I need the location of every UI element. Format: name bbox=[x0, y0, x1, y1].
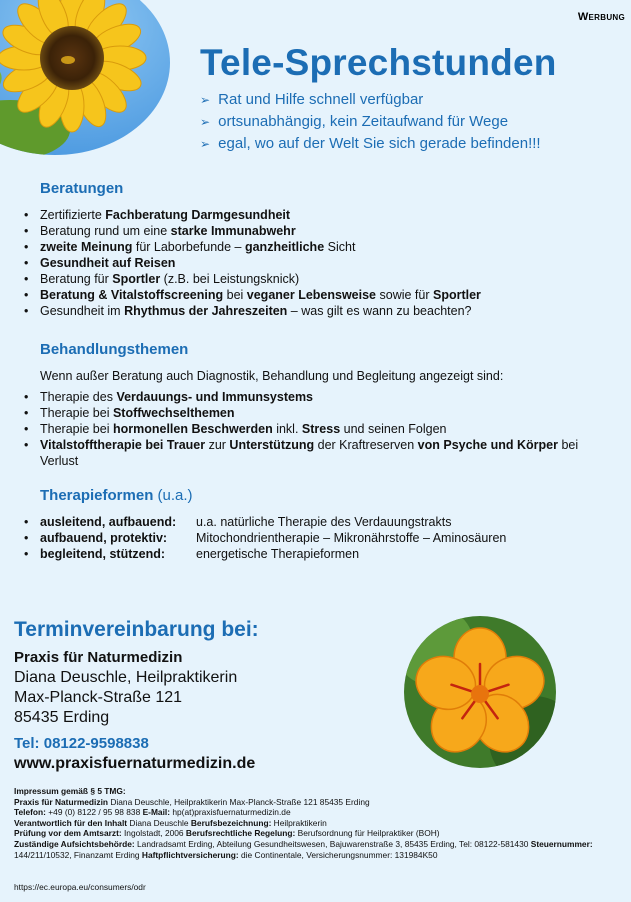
header-bullet: ➢ egal, wo auf der Welt Sie sich gerade befinden!!! bbox=[200, 133, 620, 155]
list-item bbox=[22, 255, 612, 271]
emphasis-text: Praxis für Naturmedizin bbox=[14, 796, 109, 807]
text-run: – was gilt es wann zu beachten? bbox=[287, 304, 472, 318]
list-item bbox=[22, 389, 612, 405]
list-item bbox=[22, 207, 612, 223]
text-run: Berufsordnung für Heilpraktiker (BOH) bbox=[295, 828, 440, 839]
emphasis-text: Gesundheit auf Reisen bbox=[40, 256, 176, 270]
impressum-line bbox=[14, 797, 614, 808]
ad-label: Werbung bbox=[577, 11, 625, 23]
impressum-line bbox=[14, 807, 614, 818]
sunflower-image bbox=[0, 0, 170, 155]
emphasis-text: Beratung & Vitalstoffscreening bbox=[40, 288, 224, 302]
text-run: 144/211/10532, Finanzamt Erding bbox=[14, 849, 142, 860]
practice-address bbox=[14, 647, 237, 728]
impressum-line bbox=[14, 828, 614, 839]
arrow-icon: ➢ bbox=[200, 115, 211, 129]
emphasis-text: Sportler bbox=[432, 288, 481, 302]
text-run: bei bbox=[223, 288, 247, 302]
emphasis-text: Rhythmus der Jahreszeiten bbox=[124, 304, 288, 318]
text-run: Landradsamt Erding, Abteilung Gesundheitswesen, Bajuwarenstraße 3, 85435 Erding, Tel: 08122-581430 bbox=[134, 838, 531, 849]
text-run: Therapie bei bbox=[40, 422, 113, 436]
text-run: Diana Deuschle, Heilpraktikerin Max-Planck-Straße 121 85435 Erding bbox=[108, 796, 370, 807]
odr-link[interactable]: https://ec.europa.eu/consumers/odr bbox=[14, 882, 146, 892]
text-run: bei Verlust bbox=[40, 438, 579, 468]
impressum-line bbox=[14, 839, 614, 860]
text-run: der Kraftreserven bbox=[314, 438, 418, 452]
emphasis-text: Steuernummer: bbox=[530, 838, 593, 849]
practice-name: Praxis für Naturmedizin bbox=[14, 649, 183, 666]
text-run: sowie für bbox=[376, 288, 433, 302]
behandlung-list bbox=[22, 389, 612, 469]
list-item: • begleitend, stützend: energetische Therapieformen bbox=[22, 546, 612, 562]
section-heading-behandlungsthemen: Behandlungsthemen bbox=[40, 341, 189, 358]
phone-number[interactable]: Tel: 08122-9598838 bbox=[14, 735, 149, 752]
emphasis-text: Prüfung vor dem Amtsarzt: bbox=[14, 828, 122, 839]
emphasis-text: Sportler bbox=[112, 272, 161, 286]
emphasis-text: ganzheitliche bbox=[244, 240, 325, 254]
emphasis-text: Verdauungs- und Immunsystems bbox=[116, 390, 314, 404]
emphasis-text: starke Immunabwehr bbox=[170, 224, 296, 238]
emphasis-text: Fachberatung Darmgesundheit bbox=[105, 208, 291, 222]
text-run: Gesundheit im bbox=[40, 304, 125, 318]
list-item bbox=[22, 223, 612, 239]
text-run: (z.B. bei Leistungsknick) bbox=[160, 272, 300, 286]
section-heading-beratungen: Beratungen bbox=[40, 180, 124, 197]
list-item bbox=[22, 239, 612, 255]
text-run: Therapie bei bbox=[40, 406, 113, 420]
section-heading-therapieformen: Therapieformen (u.a.) bbox=[40, 487, 193, 504]
text-run: Ingolstadt, 2006 bbox=[121, 828, 186, 839]
text-run: Heilpraktikerin bbox=[271, 817, 327, 828]
impressum-line bbox=[14, 818, 614, 829]
arrow-icon: ➢ bbox=[200, 137, 211, 151]
impressum-line bbox=[14, 786, 614, 797]
page-title: Tele-Sprechstunden bbox=[200, 42, 557, 83]
text-run: +49 (0) 8122 / 95 98 838 bbox=[45, 807, 143, 818]
emphasis-text: Zuständige Aufsichtsbehörde: bbox=[14, 838, 135, 849]
text-run: Diana Deuschle bbox=[127, 817, 191, 828]
appointment-heading: Terminvereinbarung bei: bbox=[14, 618, 259, 641]
header-bullets bbox=[200, 89, 620, 155]
text-run: für Laborbefunde – bbox=[132, 240, 245, 254]
arrow-icon: ➢ bbox=[200, 93, 211, 107]
address-line: 85435 Erding bbox=[14, 709, 110, 726]
list-item bbox=[22, 405, 612, 421]
emphasis-text: veganer Lebensweise bbox=[246, 288, 377, 302]
emphasis-text: von Psyche und Körper bbox=[417, 438, 558, 452]
emphasis-text: Impressum gemäß § 5 TMG: bbox=[14, 786, 126, 796]
emphasis-text: Berufsrechtliche Regelung: bbox=[185, 828, 296, 839]
text-run: zur bbox=[205, 438, 230, 452]
emphasis-text: Stress bbox=[301, 422, 341, 436]
text-run: Sicht bbox=[324, 240, 356, 254]
emphasis-text: Vitalstofftherapie bei Trauer bbox=[40, 438, 206, 452]
text-run: die Continentale, Versicherungsnummer: 131984K50 bbox=[238, 849, 438, 860]
emphasis-text: Unterstützung bbox=[229, 438, 315, 452]
emphasis-text: zweite Meinung bbox=[40, 240, 133, 254]
text-run: hp(at)praxisfuernaturmedizin.de bbox=[170, 807, 291, 818]
list-item bbox=[22, 287, 612, 303]
therapieformen-list bbox=[22, 514, 612, 562]
address-line: Diana Deuschle, Heilpraktikerin bbox=[14, 669, 238, 686]
list-item: • aufbauend, protektiv: Mitochondrientherapie – Mikronährstoffe – Aminosäuren bbox=[22, 530, 612, 546]
behandlung-intro: Wenn außer Beratung auch Diagnostik, Behandlung und Begleitung angezeigt sind: bbox=[40, 369, 504, 383]
address-line: Max-Planck-Straße 121 bbox=[14, 689, 183, 706]
header-bullet: ➢ ortsunabhängig, kein Zeitaufwand für Wege bbox=[200, 111, 620, 133]
list-item bbox=[22, 421, 612, 437]
emphasis-text: Haftpflichtversicherung: bbox=[141, 849, 239, 860]
emphasis-text: Verantwortlich für den Inhalt bbox=[14, 817, 128, 828]
text-run: inkl. bbox=[272, 422, 302, 436]
text-run: Beratung rund um eine bbox=[40, 224, 171, 238]
impressum bbox=[14, 786, 614, 860]
emphasis-text: Telefon: bbox=[14, 807, 46, 818]
list-item: • ausleitend, aufbauend: u.a. natürliche Therapie des Verdauungstrakts bbox=[22, 514, 612, 530]
list-item bbox=[22, 271, 612, 287]
nasturtium-image bbox=[404, 616, 556, 768]
text-run: Therapie des bbox=[40, 390, 117, 404]
text-run: Zertifizierte bbox=[40, 208, 106, 222]
header-bullet: ➢ Rat und Hilfe schnell verfügbar bbox=[200, 89, 620, 111]
list-item bbox=[22, 303, 612, 319]
list-item bbox=[22, 437, 612, 469]
emphasis-text: Stoffwechselthemen bbox=[112, 406, 235, 420]
beratungen-list bbox=[22, 207, 612, 319]
emphasis-text: Berufsbezeichnung: bbox=[190, 817, 272, 828]
emphasis-text: E-Mail: bbox=[142, 807, 171, 818]
text-run: und seinen Folgen bbox=[340, 422, 447, 436]
website-link[interactable]: www.praxisfuernaturmedizin.de bbox=[14, 755, 256, 772]
emphasis-text: hormonellen Beschwerden bbox=[112, 422, 273, 436]
text-run: Beratung für bbox=[40, 272, 113, 286]
